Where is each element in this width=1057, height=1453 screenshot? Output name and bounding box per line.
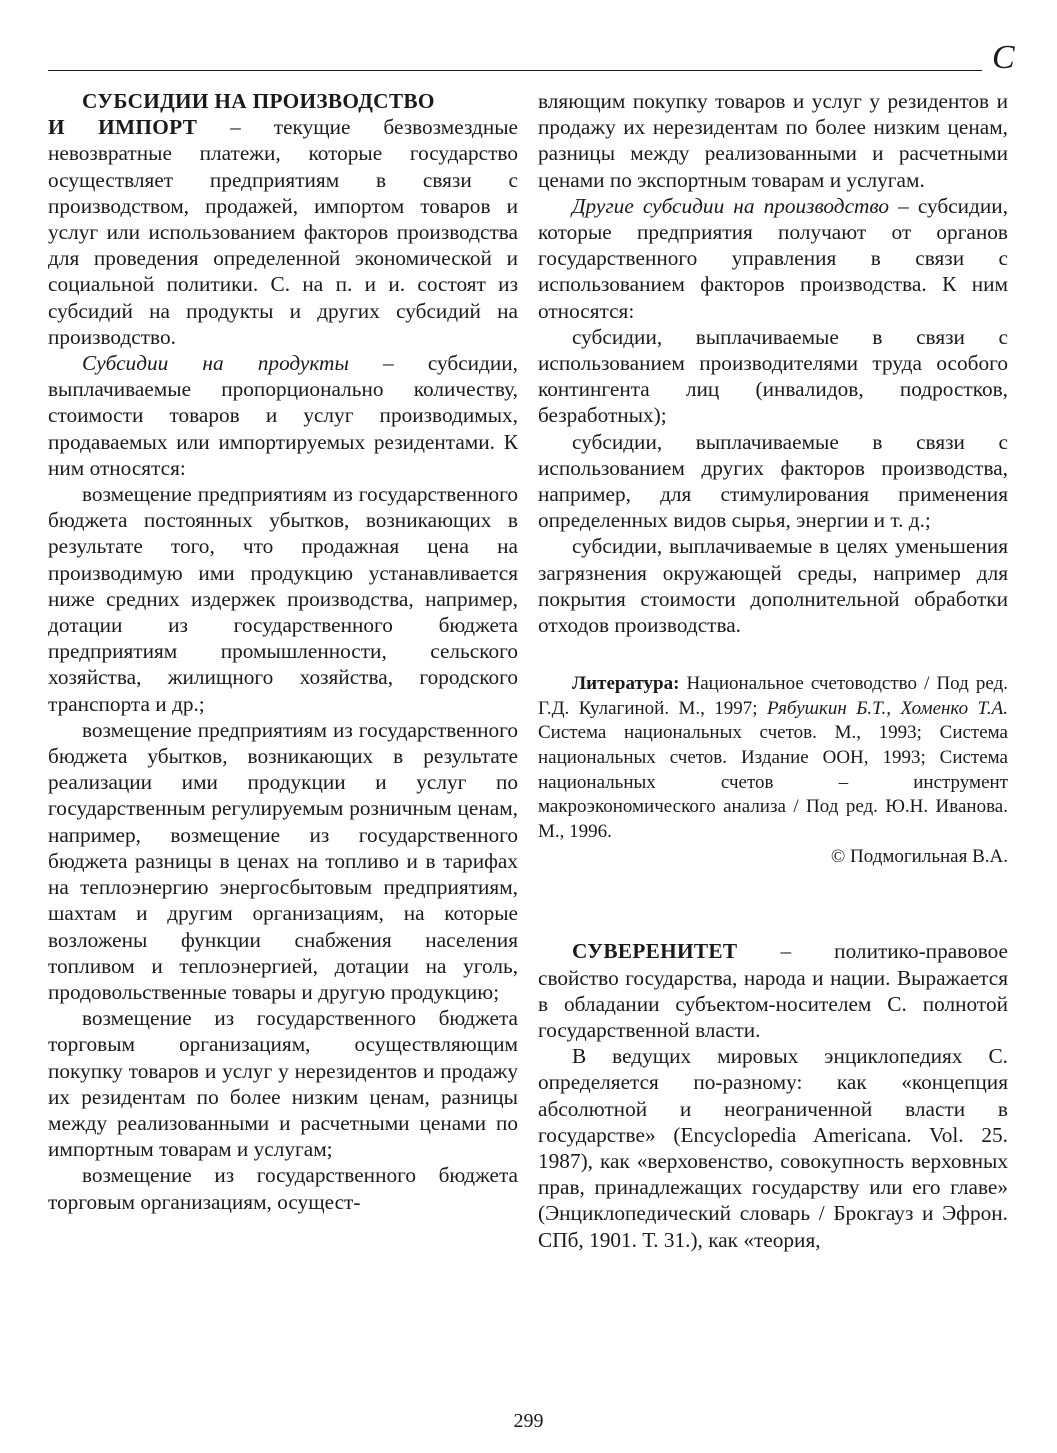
right-column xyxy=(538,88,1008,1253)
entry-sovereignty xyxy=(538,938,1008,1043)
author-credit: © Подмогильная В.А. xyxy=(830,846,1008,868)
paragraph: В ведущих мировых энциклопедиях С. определяется по-разному: как «концепция абсолютной и неограниченной власти в государстве» (Encyclopedia Americana. Vol. 25. 1987), как «верховенство, совокупность верховных прав, принадлежащих государству или его главе» (Энциклопедический словарь / Брокгауз и Эфрон. СПб, 1901. Т. 31.), как «теория, xyxy=(538,1044,1008,1252)
page-number: 299 xyxy=(513,1410,544,1432)
paragraph: вляющим покупку товаров и услуг у резидентов и продажу их нерезидентам по более низким ценам, разницы между реализованными и расчетными ценами по экспортным товарам и услугам. xyxy=(538,89,1008,192)
entry-title: СУВЕРЕНИТЕТ xyxy=(572,939,738,964)
literature-authors: Рябушкин Б.Т., Хоменко Т.А. xyxy=(766,697,1008,719)
literature-text: Национальное счетоводство / Под ред. Г.Д. Кулагиной. М., 1997; xyxy=(538,673,1008,719)
literature-text: Система национальных счетов. М., 1993; Система национальных счетов. Издание ООН, 1993; Система национальных счетов – инструмент макроэкономического анализа / Под ред. Ю.Н. Иванова. М., 1996. xyxy=(538,722,1008,842)
entry-definition: – политико-правовое свойство государства, народа и нации. Выражается в обладании субъектом-носителем С. полнотой государственной власти. xyxy=(538,939,1008,1043)
subterm-other: Другие субсидии на производство xyxy=(572,193,890,218)
section-letter: С xyxy=(992,39,1015,76)
paragraph: возмещение из государственного бюджета торговым организациям, осущест- xyxy=(48,1163,518,1214)
paragraph: возмещение из государственного бюджета торговым организациям, осуществляющим покупку товаров и услуг у нерезидентов и продажу их резидентам по более низким ценам, разницы между реализованными и расчетными ценами по импортным товарам и услугам; xyxy=(48,1006,518,1162)
entry-definition: – текущие безвозмездные невозвратные платежи, которые государство осуществляет предприятиям в связи с производством, продажей, импортом товаров и услуг или использованием факторов производства для проведения определенной экономической и социальной политики. С. на п. и и. состоят из субсидий на продукты и других субсидий на производство. xyxy=(48,115,518,349)
paragraph: субсидии, выплачиваемые в связи с использованием производителями труда особого контингента лиц (инвалидов, подростков, безработных); xyxy=(538,324,1008,428)
subterm-products: Субсидии на продукты xyxy=(82,351,349,376)
entry-title-cont: И ИМПОРТ xyxy=(48,115,198,140)
paragraph: субсидии, выплачиваемые в связи с использованием других факторов производства, например, для стимулирования применения определенных видов сырья, энергии и т. д.; xyxy=(538,429,1008,533)
paragraph-text: – субсидии, выплачиваемые пропорционально количеству, стоимости товаров и услуг производимых, продаваемых или импортируемых резидентами. К ним относятся: xyxy=(48,351,518,480)
paragraph-other-subsidies xyxy=(538,193,1008,324)
literature xyxy=(538,672,1008,844)
paragraph: субсидии, выплачиваемые в целях уменьшения загрязнения окружающей среды, например для покрытия стоимости дополнительной обработки отходов производства. xyxy=(538,534,1008,638)
literature-label: Литература: xyxy=(572,673,680,695)
entry-subsidies xyxy=(48,88,518,350)
entry-title: СУБСИДИИ НА ПРОИЗВОДСТВО xyxy=(82,89,435,113)
header-rule xyxy=(48,70,982,71)
paragraph: возмещение предприятиям из государственного бюджета убытков, возникающих в результате реализации ими продукции и услуг по государственным регулируемым розничным ценам, например, возмещение из государственного бюджета разницы в ценах на топливо и в тарифах на теплоэнергию энергосбытовым предприятиям, шахтам и другим организациям, на которые возложены функции снабжения населения топливом и теплоэнергией, дотации на уголь, продовольственные товары и другую продукцию; xyxy=(48,717,518,1004)
paragraph-products xyxy=(48,350,518,481)
paragraph-text: – субсидии, которые предприятия получают от органов государственного управления в связи с использованием факторов производства. К ним относятся: xyxy=(538,193,1009,323)
paragraph: возмещение предприятиям из государственного бюджета постоянных убытков, возникающих в результате того, что продажная цена на производимую ими продукцию устанавливается ниже средних издержек производства, например, дотации из государственного бюджета предприятиям промышленности, сельского хозяйства, жилищного хозяйства, городского транспорта и др.; xyxy=(48,482,518,716)
left-column xyxy=(48,88,518,1215)
